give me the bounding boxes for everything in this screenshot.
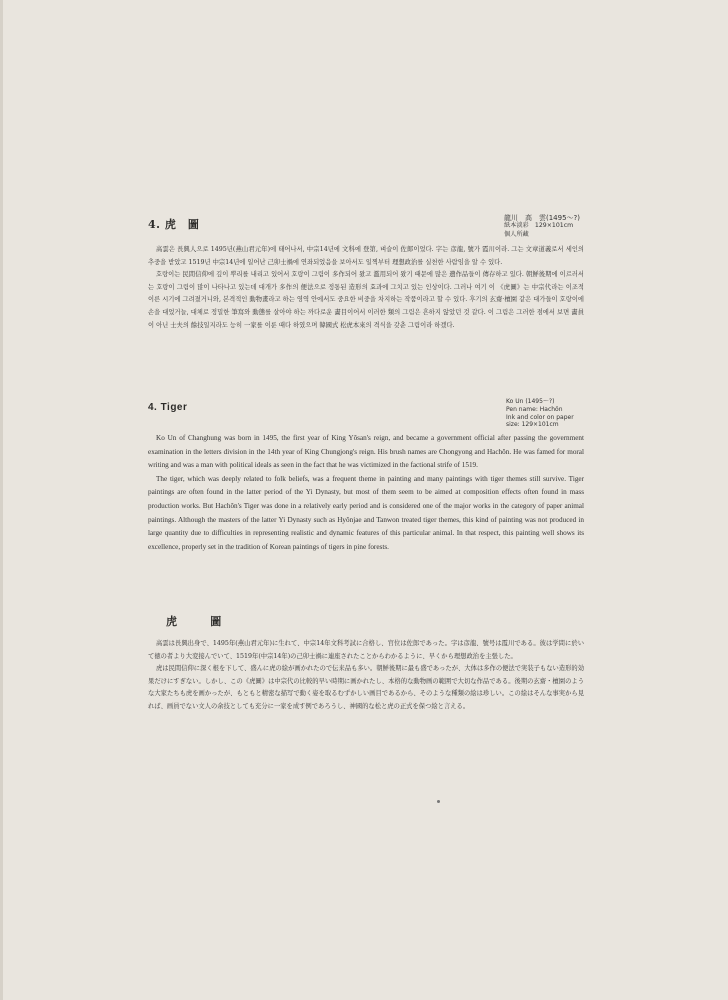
english-meta	[506, 398, 574, 429]
japanese-heading	[148, 613, 584, 629]
page-speck	[437, 800, 440, 803]
english-paragraph: The tiger, which was deeply related to folk beliefs, was a frequent theme in painting and many paintings with tiger themes still survive. Tiger paintings are often found in the latter period of the Yi Dynasty, but most of them seem to be aimed at composition effects often found in mass production works. But Hachŏn's Tiger was done in a relatively early period and is considered one of the major works in the category of paper animal paintings. Although the masters of the latter Yi Dynasty such as Hyŏnjae and Tanwon treated tiger themes, this kind of painting was not produced in large quantity due to difficulties in representing realistic and dynamic features of this particular animal. In that respect, this painting well shows its excellence, properly set in the tradition of Korean paintings of tigers in pine forests.	[148, 474, 584, 551]
korean-meta	[504, 214, 580, 239]
korean-meta-collection: 個人所藏	[504, 230, 529, 238]
japanese-heading-a: 虎	[166, 615, 178, 628]
japanese-section	[148, 613, 584, 629]
japanese-heading-b: 圖	[210, 615, 222, 628]
english-body	[148, 432, 584, 554]
japanese-body	[148, 638, 584, 714]
english-meta-size: size: 129×101cm	[506, 421, 559, 429]
korean-paragraph: 高雲은 長興人으로 1495년(燕山君元年)에 태어나서, 中宗14년에 文科에 登第, 벼슬이 佐郞이었다. 字는 彦龍, 號가 霞川이라. 그는 文章道義로서 세인의 추중을 받았고 1519년 中宗14년에 일어난 己卯士禍에 연좌되었음을 보아서도 일찍부터 理想政治를 실천한 사람임을 알 수 있다.	[148, 246, 584, 266]
korean-heading-title: 虎 圖	[164, 218, 200, 231]
english-meta-penname: Pen name: Hachön	[506, 405, 563, 413]
korean-meta-artist: 龍川 高 雲(1495～?)	[504, 214, 580, 222]
page-edge	[0, 0, 3, 1000]
korean-paragraph: 호랑이는 民間信仰에 깊이 뿌리를 내리고 있어서 호랑이 그림이 多作되어 왔고 濫用되어 왔기 때문에 많은 遺作品들이 傳存하고 있다. 朝鮮後期에 이르러서는 호랑이 그림이 많이 나타나고 있는데 대개가 多作의 便法으로 정통된 造形의 효과에 그치고 있는 인상이다. 그러나 여기 이 《虎圖》는 中宗代라는 이조적 이른 시기에 그려졌거니와, 본격적인 動物畫라고 하는 영역 안에서도 중요한 비중을 차지하는 작품이라고 할 수 있다. 후기의 玄齋·檀園 같은 대가들이 호랑이에 손을 대었거늘, 대체로 정밀한 筆寫와 動態를 살아야 하는 까다로운 畵目이어서 이러한 類의 그림은 흔하지 않았던 것 같다. 이 그림은 그러한 점에서 보면 畵員이 아닌 士夫의 餘技일지라도 능히 一家를 이룬 때다 하였으며 韓國式 松虎本來의 격식을 갖춘 그림이라 하겠다.	[148, 271, 584, 329]
korean-body	[148, 244, 584, 332]
japanese-paragraph: 虎は民間信仰に深く根を下して、盛んに虎の絵が画かれたので伝来品も多い。朝鮮後期に最も盛であったが、大体は多作の便法で実装子もない造形的効果だけにすぎない。しかし、この《虎圖》は中宗代の比較的早い時期に画かれたし、本格的な動物画の範囲で大切な作品である。後期の玄齋・檀園のような大家たちも虎を画かったが、もともと精密な描写で動く姿を取るむずかしい画目であるから、そのような種類の絵は珍しい。この絵はそんな事実から見れば、画員でない文人の余技としても充分に一家を成す例であろうし、神國的な松と虎の正式を保つ絵と言える。	[148, 665, 584, 710]
japanese-paragraph: 高雲は長興出身で、1495年(燕山君元年)に生れて、中宗14年文科考試に合格し、官位は佐郎であった。字は彦龍、號号は霞川である。彼は学問に於いて徳の者より大変接んでいて、1519年(中宗14年)の己卯士禍に連座されたことからわかるように、早くから理想政治を主張した。	[148, 640, 584, 660]
english-heading: 4. Tiger	[148, 402, 188, 413]
english-meta-medium: Ink and color on paper	[506, 413, 574, 421]
korean-heading-number: 4.	[148, 218, 161, 231]
english-meta-artist: Ko Un (1495～?)	[506, 398, 555, 405]
english-paragraph: Ko Un of Changhung was born in 1495, the first year of King Yŏsan's reign, and became a government official after passing the government examination in the letters division in the 14th year of King Chungjong's reign. His brush names are Chongyong and Hachŏn. He was famed for moral writing and was a man with political ideals as seen in the fact that he was victimized in the factional strife of 1519.	[148, 434, 584, 470]
korean-meta-medium: 紙本淡彩 129×101cm	[504, 222, 574, 230]
